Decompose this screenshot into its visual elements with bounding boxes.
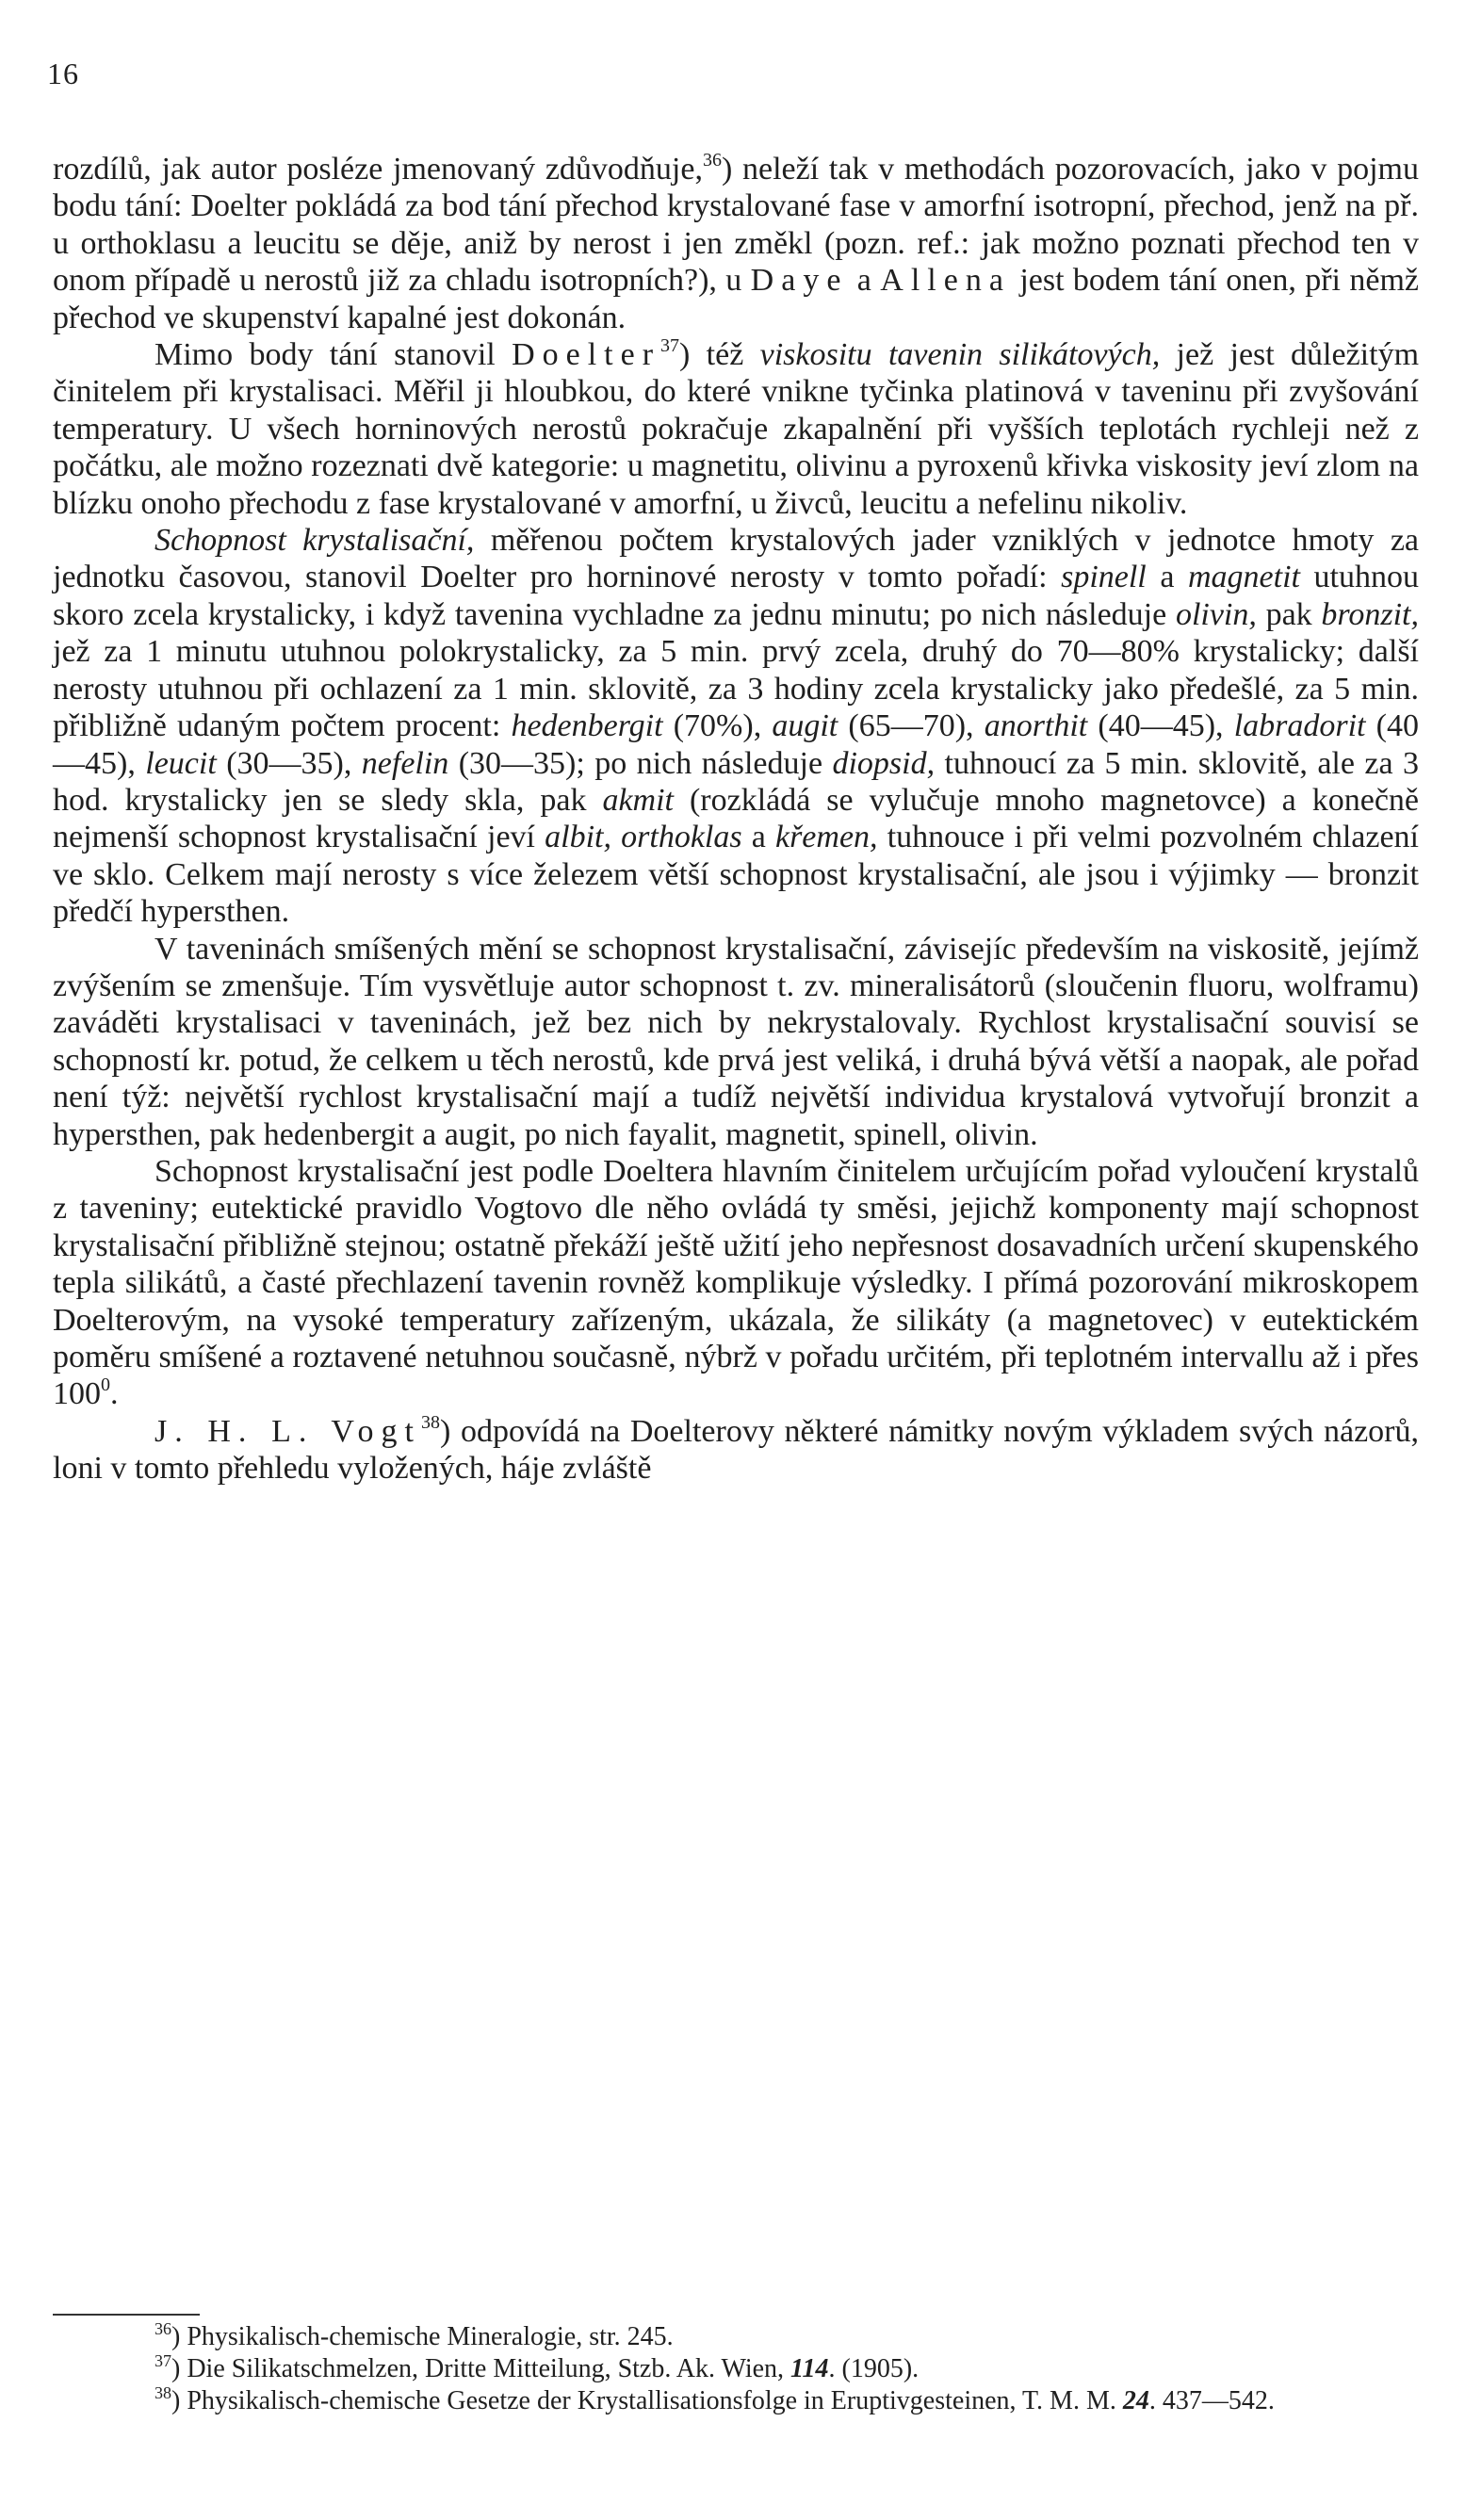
page-number: 16 <box>47 57 79 90</box>
text-run: tuhnouce i při velmi pozvolném chlazení ve sklo. Celkem mají nerosty s více železem větší schopnost krystalisační, ale jsou i výjimky — bronzit předčí hypersthen. <box>53 820 1420 930</box>
paragraph-4: V taveninách smíšených mění se schopnost krystalisační, závisejíc především na viskositě, jejímž zvýšením se zmenšuje. Tím vysvětluje autor schopnost t. zv. mineralisátorů (sloučenin fluoru, wolframu) zaváděti krystalisaci v taveninách, jež bez nich by nekrystalovaly. Rychlost krystalisační souvisí se schopností kr. potud, že celkem u těch nerostů, kde prvá jest veliká, i druhá bývá větší a naopak, ale pořad není týž: největší rychlost krystalisační mají a tudíž největší individua krystalová vytvořují bronzit a hypersthen, pak hedenbergit a augit, po nich fayalit, magnetit, spinell, olivin. <box>53 931 1419 1152</box>
text-run: (40—45), <box>53 708 1419 781</box>
italic-term: hedenbergit <box>511 708 663 744</box>
paragraph-2 <box>53 336 1419 522</box>
degree-mark: 0 <box>101 1374 110 1396</box>
text-run: (70%), <box>662 708 773 744</box>
italic-term: bronzit, <box>1321 596 1419 632</box>
paragraph-5 <box>53 1153 1419 1413</box>
footnote-37 <box>53 2353 1419 2385</box>
footnote-volume: 114 <box>790 2354 829 2383</box>
text-run: a <box>741 820 775 855</box>
footnote-number: 36 <box>155 2319 171 2338</box>
italic-term: olivin, <box>1175 596 1257 632</box>
text-run: a <box>1146 560 1188 595</box>
italic-term: leucit <box>145 745 217 781</box>
text-run: (30—35); po nich následuje <box>448 745 833 781</box>
footnote-text: . 437—542. <box>1148 2386 1275 2415</box>
paragraph-3 <box>53 522 1419 930</box>
italic-term: augit <box>772 708 838 744</box>
footnote-number: 37 <box>155 2351 171 2370</box>
author-name-day: Daye <box>750 263 849 299</box>
text-run: a <box>848 263 881 299</box>
footnotes <box>53 2321 1419 2417</box>
footnote-text: . (1905). <box>828 2354 920 2383</box>
text-run: tuhnoucí za 5 min. sklovitě, ale za 3 hod. krystalicky jen se sledy skla, pak <box>53 745 1419 818</box>
text-run: (40—45), <box>1087 708 1234 744</box>
text-run: rozdílů, jak autor posléze jmenovaný zdůvodňuje, <box>53 152 703 187</box>
italic-term: albit, orthoklas <box>545 820 742 855</box>
text-run: Mimo body tání stanovil <box>155 337 513 373</box>
footnote-ref-36: 36 <box>702 150 722 171</box>
footnote-divider <box>53 2314 200 2316</box>
italic-term: nefelin <box>361 745 449 781</box>
footnote-38 <box>53 2385 1419 2417</box>
author-name-doelter: Doelter <box>512 337 661 373</box>
italic-term: labradorit <box>1233 708 1366 744</box>
italic-term: křemen, <box>774 820 878 855</box>
author-name-allen: Allena <box>880 263 1011 299</box>
text-run: jest bodem tání onen, při němž přechod ve skupenství kapalné jest dokonán. <box>53 263 1419 335</box>
paragraph-1 <box>53 151 1419 336</box>
author-name-vogt: J. H. L. Vogt <box>155 1413 421 1449</box>
footnote-volume: 24 <box>1122 2386 1149 2415</box>
italic-term: akmit <box>602 782 674 818</box>
text-run: jež jest důležitým činitelem při krystalisaci. Měřil ji hloubkou, do které vnikne tyčinka platinová v taveninu při zvyšování temperatury. U všech horninových nerostů pokračuje zkapalnění při vyšších teplotách rychleji než z počátku, ale možno rozeznati dvě kategorie: u magnetitu, olivinu a pyroxenů křivka viskosity jeví zlom na blízku onoho přechodu z fase krystalované v amorfní, u živců, leucitu a nefelinu nikoliv. <box>53 337 1420 521</box>
text-run: utuhnou skoro zcela krystalicky, i když tavenina vychladne za jednu minutu; po nich následuje <box>53 560 1419 632</box>
italic-term: diopsid, <box>832 745 936 781</box>
text-run: (rozkládá se vylučuje mnoho magnetovce) a konečně nejmenší schopnost krystalisační jeví <box>53 782 1419 855</box>
footnote-text: ) Physikalisch-chemische Gesetze der Krystallisationsfolge in Eruptivgesteinen, T. M. M. <box>171 2386 1123 2415</box>
footnote-36 <box>53 2321 1419 2353</box>
italic-term: magnetit <box>1188 560 1300 595</box>
footnote-ref-38: 38 <box>421 1411 440 1433</box>
italic-term: viskositu tavenin silikátových, <box>759 337 1161 373</box>
text-run: (65—70), <box>838 708 985 744</box>
footnote-text: ) Die Silikatschmelzen, Dritte Mitteilung, Stzb. Ak. Wien, <box>171 2354 791 2383</box>
text-run: . <box>110 1376 119 1412</box>
paragraph-6 <box>53 1413 1419 1488</box>
text-run: (30—35), <box>216 745 362 781</box>
footnote-ref-37: 37 <box>660 335 680 357</box>
text-run: pak <box>1256 596 1322 632</box>
text-run: ) odpovídá na Doelterovy některé námitky novým výkladem svých názorů, loni v tomto přehledu vyložených, háje zvláště <box>53 1413 1420 1487</box>
footnote-number: 38 <box>155 2383 171 2402</box>
footnote-text: ) Physikalisch-chemische Mineralogie, str. 245. <box>171 2322 674 2351</box>
text-run: měřenou počtem krystalových jader vzniklých v jednotce hmoty za jednotku časovou, stanovil Doelter pro horninové nerosty v tomto pořadí: <box>53 523 1419 595</box>
italic-term: spinell <box>1061 560 1147 595</box>
text-run: ) též <box>679 337 760 373</box>
text-run: jež za 1 minutu utuhnou polokrystalicky, za 5 min. prvý zcela, druhý do 70—80% krystalicky; další nerosty utuhnou při ochlazení za 1 min. sklovitě, za 3 hodiny zcela krystalicky jako předešlé, za 5 min. přibližně udaným počtem procent: <box>53 634 1419 744</box>
italic-term: anorthit <box>984 708 1088 744</box>
text-run: ) neleží tak v methodách pozorovacích, jako v pojmu bodu tání: Doelter pokládá za bod tání přechod krystalované fase v amorfní isotropní, přechod, jenž na př. u orthoklasu a leucitu se děje, aniž by nerost i jen změkl (pozn. ref.: jak možno poznati přechod ten v onom případě u nerostů již za chladu isotropních?), u <box>53 152 1419 299</box>
text-run: Schopnost krystalisační jest podle Doeltera hlavním činitelem určujícím pořad vyloučení krystalů z taveniny; eutektické pravidlo Vogtovo dle něho ovládá ty směsi, jejichž komponenty mají schopnost krystalisační přibližně stejnou; ostatně překáží ještě užití jeho nepřesnost dosavadních určení skupenského tepla silikátů, a časté přechlazení tavenin rovněž komplikuje výsledky. I přímá pozorování mikroskopem Doelterovým, na vysoké temperatury zařízeným, ukázala, že silikáty (a magnetovec) v eutektickém poměru smíšené a roztavené netuhnou současně, nýbrž v pořadu určitém, při teplotném intervallu až i přes 100 <box>53 1153 1419 1412</box>
italic-term: Schopnost krystalisační, <box>155 523 475 559</box>
body-text <box>53 151 1419 1488</box>
